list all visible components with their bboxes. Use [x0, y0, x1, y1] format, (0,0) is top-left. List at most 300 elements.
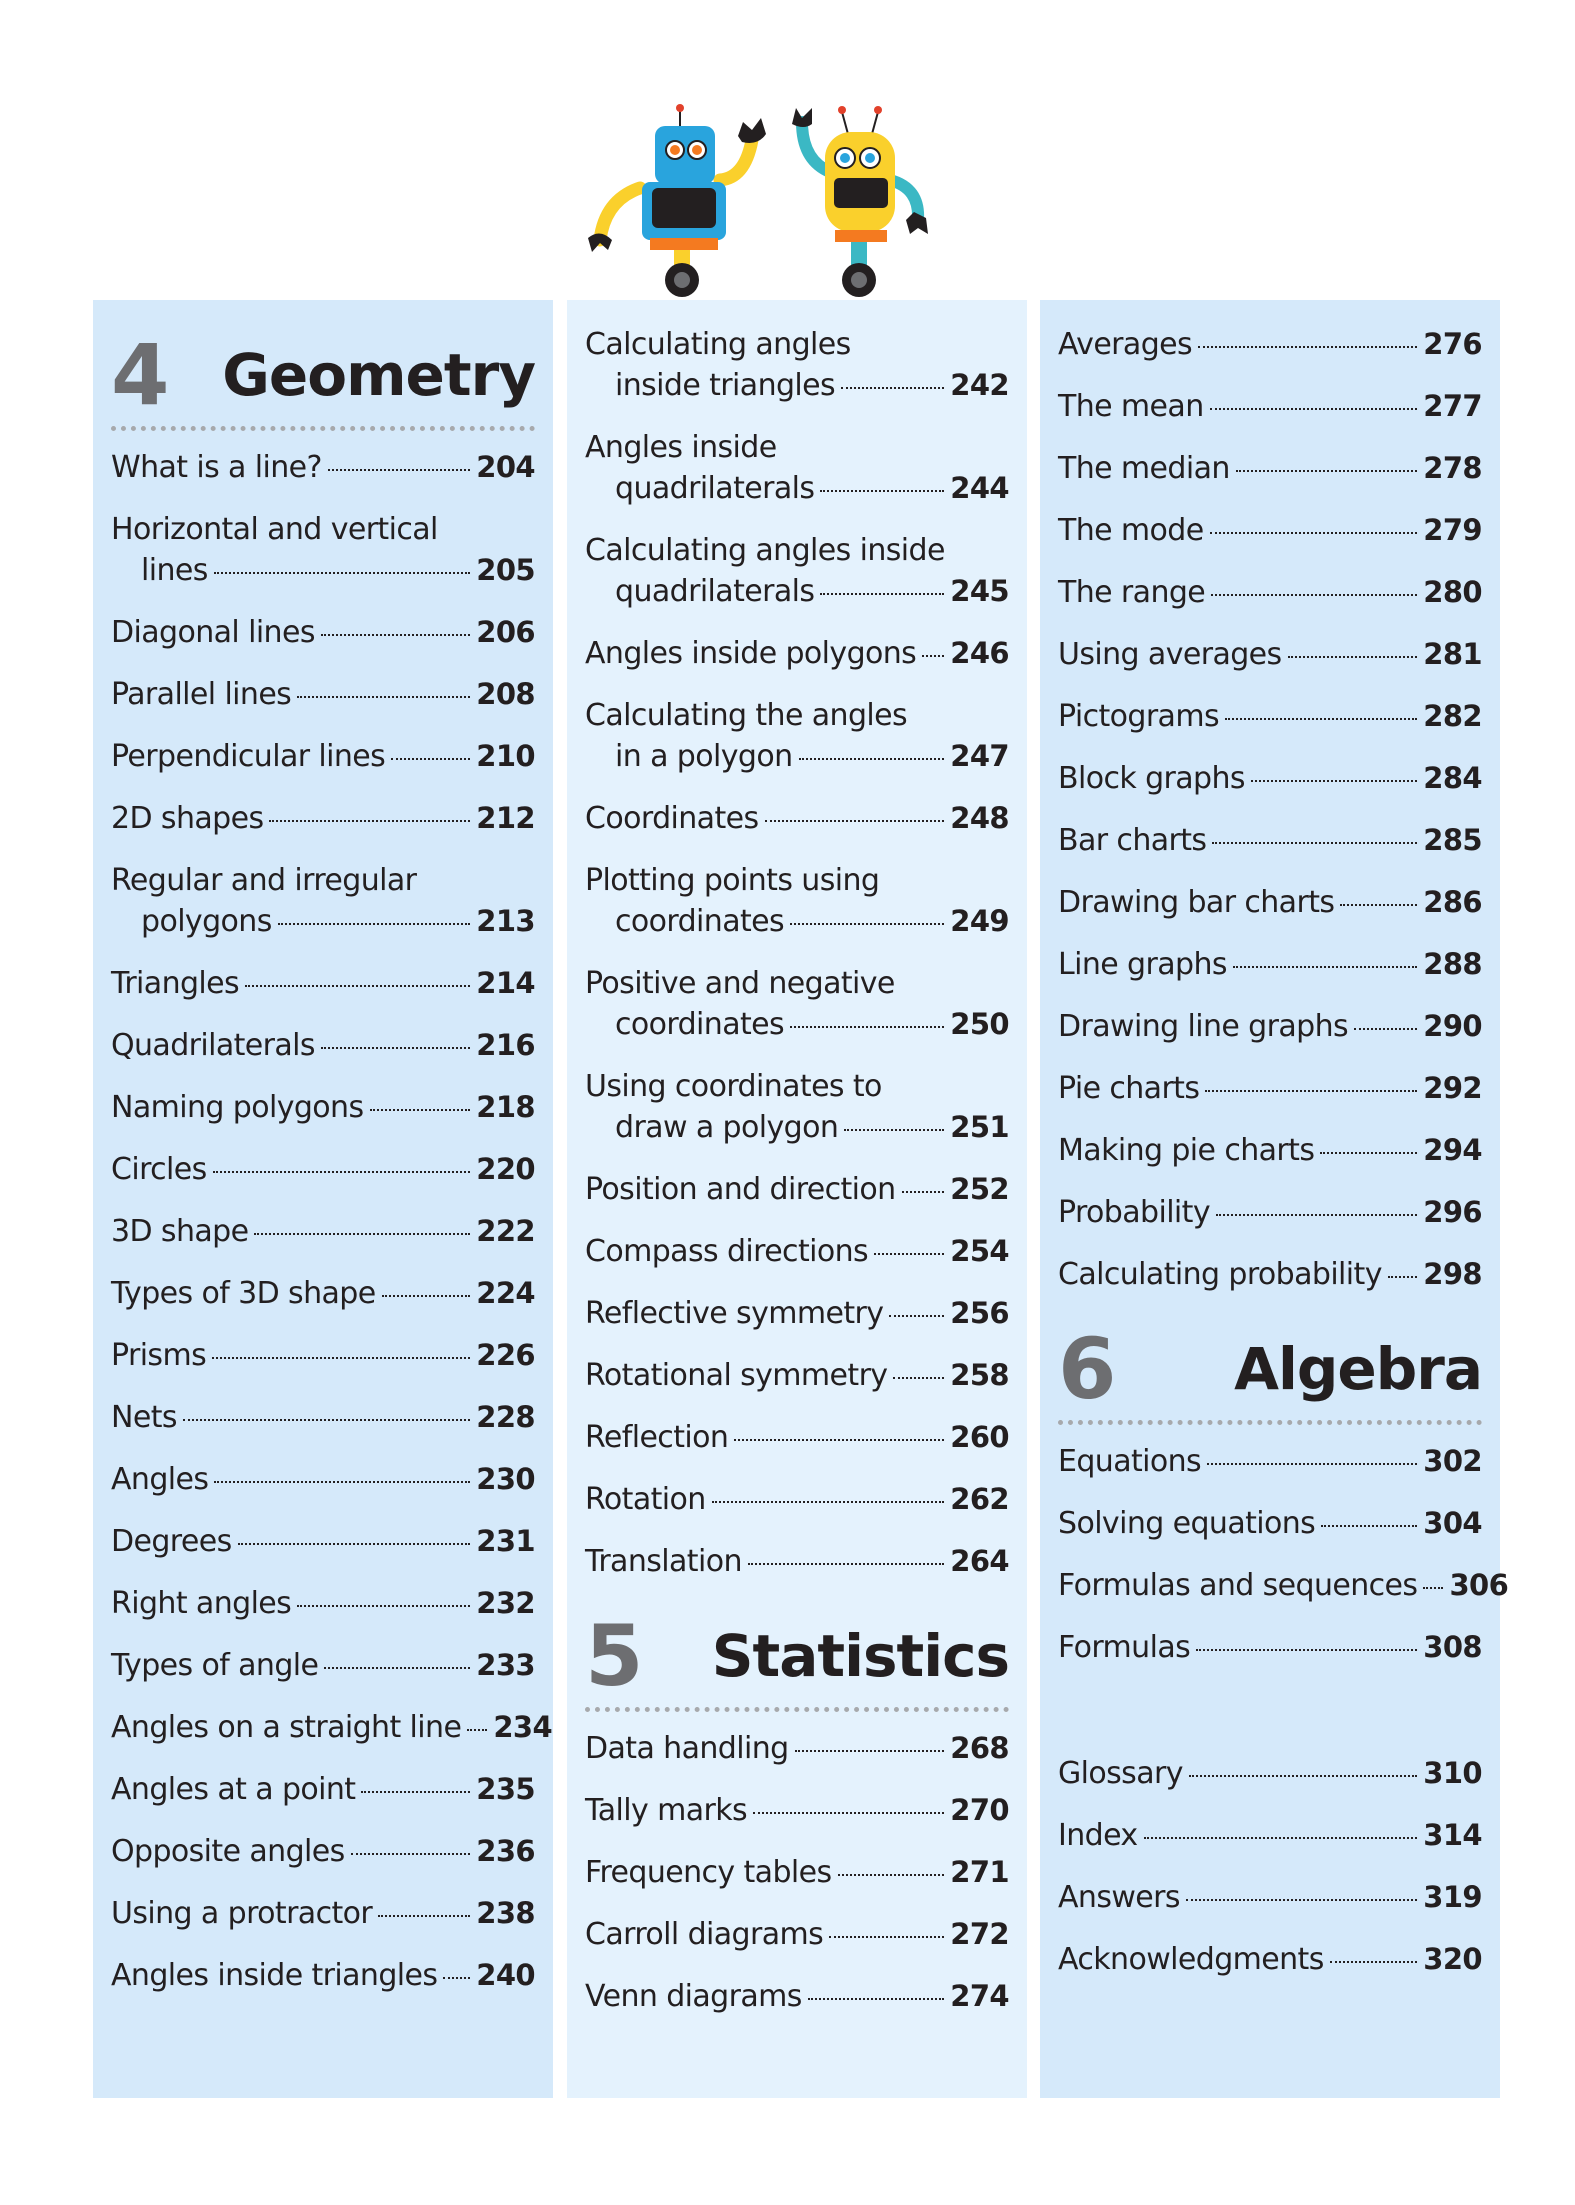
toc-entry-pictograms[interactable]: [1058, 696, 1482, 758]
toc-entry-nets[interactable]: [111, 1397, 535, 1459]
toc-entry-degrees[interactable]: [111, 1521, 535, 1583]
toc-entry-angles-inside-triangles[interactable]: [111, 1955, 535, 2017]
page-number: 271: [950, 1855, 1009, 1889]
entry-title: Translation: [585, 1544, 742, 1579]
entry-title-line2: coordinates: [615, 1007, 785, 1042]
dot-leader: [874, 1253, 944, 1255]
dot-leader: [1320, 1152, 1417, 1154]
dot-leader: [753, 1812, 944, 1814]
dotted-divider: [111, 426, 535, 431]
page-number: 306: [1449, 1568, 1509, 1602]
page-number: 238: [476, 1896, 535, 1930]
page-number: 249: [950, 904, 1009, 938]
toc-entry-quadrilaterals[interactable]: [111, 1025, 535, 1087]
toc-entry-frequency-tables[interactable]: [585, 1852, 1009, 1914]
dot-leader: [213, 1171, 471, 1173]
entry-title: Opposite angles: [111, 1834, 345, 1869]
page-number: 264: [950, 1544, 1009, 1578]
toc-entry-angles-at-a-point[interactable]: [111, 1769, 535, 1831]
dot-leader: [1236, 470, 1417, 472]
section-title: Geometry: [222, 341, 535, 409]
entry-title: 3D shape: [111, 1214, 249, 1249]
toc-entry-formulas-and-sequences[interactable]: [1058, 1565, 1509, 1627]
entry-title: Rotational symmetry: [585, 1358, 888, 1393]
dot-leader: [1210, 532, 1418, 534]
toc-entry-calculating-angles-inside-quadrilaterals[interactable]: [585, 530, 1009, 633]
dot-leader: [1340, 904, 1417, 906]
page-number: 222: [476, 1214, 535, 1248]
entry-title: Circles: [111, 1152, 207, 1187]
dot-leader: [269, 820, 470, 822]
dot-leader: [297, 1605, 470, 1607]
entry-title: What is a line?: [111, 450, 322, 485]
page-number: 281: [1423, 637, 1482, 671]
toc-entry-horizontal-and-vertical-lines[interactable]: [111, 509, 535, 612]
page-number: 233: [476, 1648, 535, 1682]
entry-title: The mode: [1058, 513, 1204, 548]
dot-leader: [370, 1109, 471, 1111]
entry-title: Rotation: [585, 1482, 706, 1517]
toc-entry-types-of-angle[interactable]: [111, 1645, 535, 1707]
toc-entry-venn-diagrams[interactable]: [585, 1976, 1009, 2038]
entry-title: Angles at a point: [111, 1772, 356, 1807]
entry-title: Carroll diagrams: [585, 1917, 824, 1952]
page-number: 268: [950, 1731, 1009, 1765]
page-number: 270: [950, 1793, 1009, 1827]
dot-leader: [889, 1315, 944, 1317]
toc-entry-equations[interactable]: [1058, 1441, 1482, 1503]
entry-title: Right angles: [111, 1586, 292, 1621]
dot-leader: [1189, 1775, 1417, 1777]
entry-title: Angles inside polygons: [585, 636, 917, 671]
page-number: 314: [1423, 1818, 1482, 1852]
toc-entry-parallel-lines[interactable]: [111, 674, 535, 736]
page-number: 256: [950, 1296, 1009, 1330]
toc-entry-right-angles[interactable]: [111, 1583, 535, 1645]
page-number: 286: [1423, 885, 1482, 919]
entry-title: Angles: [111, 1462, 209, 1497]
page-number: 204: [476, 450, 535, 484]
page-number: 218: [476, 1090, 535, 1124]
dot-leader: [922, 655, 944, 657]
toc-entry-making-pie-charts[interactable]: [1058, 1130, 1482, 1192]
toc-entry-perpendicular-lines[interactable]: [111, 736, 535, 798]
entry-title: Position and direction: [585, 1172, 896, 1207]
dot-leader: [1354, 1028, 1417, 1030]
page-number: 247: [950, 739, 1009, 773]
entry-title-line1: Angles inside: [585, 430, 777, 465]
page-number: 232: [476, 1586, 535, 1620]
page-number: 274: [950, 1979, 1009, 2013]
entry-title-line2: lines: [141, 553, 208, 588]
section-number: 6: [1058, 1320, 1117, 1418]
entry-title-line2: quadrilaterals: [615, 574, 815, 609]
page-number: 244: [950, 471, 1009, 505]
page-number: 254: [950, 1234, 1009, 1268]
dot-leader: [1211, 594, 1417, 596]
dot-leader: [1288, 656, 1418, 658]
page-number: 277: [1423, 389, 1482, 423]
entry-title: The range: [1058, 575, 1206, 610]
page-number: 262: [950, 1482, 1009, 1516]
dot-leader: [790, 923, 944, 925]
dot-leader: [902, 1191, 945, 1193]
contents-column-2: [567, 300, 1027, 2098]
toc-entry-angles-inside-polygons[interactable]: [585, 633, 1009, 695]
page-number: 276: [1423, 327, 1482, 361]
page-number: 246: [950, 636, 1009, 670]
section-title: Algebra: [1234, 1335, 1482, 1403]
toc-entry-translation[interactable]: [585, 1541, 1009, 1603]
dot-leader: [1225, 718, 1417, 720]
toc-entry-using-coordinates-to-draw-a-polygon[interactable]: [585, 1066, 1009, 1169]
toc-entry-positive-and-negative-coordinates[interactable]: [585, 963, 1009, 1066]
page-number: 258: [950, 1358, 1009, 1392]
dot-leader: [254, 1233, 470, 1235]
entry-title: Reflection: [585, 1420, 729, 1455]
entry-title: Types of angle: [111, 1648, 319, 1683]
dot-leader: [808, 1998, 944, 2000]
entry-title: Types of 3D shape: [111, 1276, 376, 1311]
dot-leader: [712, 1501, 945, 1503]
blue-robot-icon: [588, 104, 766, 297]
toc-entry-diagonal-lines[interactable]: [111, 612, 535, 674]
page-number: 212: [476, 801, 535, 835]
toc-entry-probability[interactable]: [1058, 1192, 1482, 1254]
entry-title: Acknowledgments: [1058, 1942, 1324, 1977]
dot-leader: [1210, 408, 1418, 410]
toc-entry-the-median[interactable]: [1058, 448, 1482, 510]
entry-title-line1: Calculating the angles: [585, 698, 908, 733]
dotted-divider: [1058, 1420, 1482, 1425]
dot-leader: [820, 593, 944, 595]
entry-title-line2: quadrilaterals: [615, 471, 815, 506]
toc-entry-angles-on-a-straight-line[interactable]: [111, 1707, 553, 1769]
entry-title: Block graphs: [1058, 761, 1245, 796]
dot-leader: [799, 758, 945, 760]
dot-leader: [238, 1543, 471, 1545]
entry-title: Averages: [1058, 327, 1193, 362]
entry-title: 2D shapes: [111, 801, 264, 836]
dot-leader: [734, 1439, 944, 1441]
entry-title: Index: [1058, 1818, 1138, 1853]
entry-title: Bar charts: [1058, 823, 1207, 858]
entry-title-line1: Regular and irregular: [111, 863, 417, 898]
entry-title: Prisms: [111, 1338, 207, 1373]
dot-leader: [1198, 346, 1417, 348]
dot-leader: [321, 1047, 470, 1049]
dot-leader: [1212, 842, 1417, 844]
entry-title-line1: Using coordinates to: [585, 1069, 882, 1104]
entry-title-line2: coordinates: [615, 904, 785, 939]
dot-leader: [278, 923, 471, 925]
page-number: 236: [476, 1834, 535, 1868]
toc-entry-the-range[interactable]: [1058, 572, 1482, 634]
page-number: 284: [1423, 761, 1482, 795]
entry-title: Drawing bar charts: [1058, 885, 1335, 920]
entry-title: Using averages: [1058, 637, 1282, 672]
toc-entry-3d-shape[interactable]: [111, 1211, 535, 1273]
page-number: 230: [476, 1462, 535, 1496]
page-number: 280: [1423, 575, 1482, 609]
page-number: 292: [1423, 1071, 1482, 1105]
toc-entry-tally-marks[interactable]: [585, 1790, 1009, 1852]
yellow-robot-icon: [792, 106, 928, 297]
page-number: 285: [1423, 823, 1482, 857]
entry-title: Answers: [1058, 1880, 1180, 1915]
toc-entry-line-graphs[interactable]: [1058, 944, 1482, 1006]
page-number: 290: [1423, 1009, 1482, 1043]
page-number: 319: [1423, 1880, 1482, 1914]
toc-entry-2d-shapes[interactable]: [111, 798, 535, 860]
entry-title: Using a protractor: [111, 1896, 373, 1931]
page-number: 308: [1423, 1630, 1482, 1664]
entry-title-line2: polygons: [141, 904, 272, 939]
dot-leader: [1330, 1961, 1418, 1963]
entry-title: Equations: [1058, 1444, 1202, 1479]
toc-entry-angles-inside-quadrilaterals[interactable]: [585, 427, 1009, 530]
dot-leader: [328, 469, 470, 471]
toc-entry-acknowledgments[interactable]: [1058, 1939, 1482, 2001]
dot-leader: [378, 1915, 470, 1917]
dot-leader: [212, 1357, 470, 1359]
dot-leader: [183, 1419, 470, 1421]
entry-title: Glossary: [1058, 1756, 1183, 1791]
entry-title: Venn diagrams: [585, 1979, 802, 2014]
entry-title-line2: draw a polygon: [615, 1110, 839, 1145]
dot-leader: [214, 1481, 470, 1483]
dot-leader: [844, 1129, 944, 1131]
dot-leader: [893, 1377, 944, 1379]
toc-entry-rotational-symmetry[interactable]: [585, 1355, 1009, 1417]
dot-leader: [1205, 1090, 1417, 1092]
dot-leader: [1207, 1463, 1417, 1465]
entry-title-line2: in a polygon: [615, 739, 793, 774]
section-header-geometry: [111, 324, 535, 426]
toc-entry-using-averages[interactable]: [1058, 634, 1482, 696]
toc-entry-answers[interactable]: [1058, 1877, 1482, 1939]
toc-entry-triangles[interactable]: [111, 963, 535, 1025]
entry-title: Making pie charts: [1058, 1133, 1315, 1168]
dot-leader: [829, 1936, 944, 1938]
entry-title: Line graphs: [1058, 947, 1227, 982]
toc-entry-bar-charts[interactable]: [1058, 820, 1482, 882]
entry-title: Pie charts: [1058, 1071, 1200, 1106]
toc-entry-prisms[interactable]: [111, 1335, 535, 1397]
page-number: 206: [476, 615, 535, 649]
page-number: 298: [1423, 1257, 1482, 1291]
page-number: 279: [1423, 513, 1482, 547]
toc-entry-position-and-direction[interactable]: [585, 1169, 1009, 1231]
page-number: 320: [1423, 1942, 1482, 1976]
entry-title-line1: Calculating angles inside: [585, 533, 945, 568]
page-number: 278: [1423, 451, 1482, 485]
dot-leader: [841, 387, 944, 389]
entry-title: Coordinates: [585, 801, 759, 836]
dot-leader: [1321, 1525, 1417, 1527]
toc-entry-drawing-bar-charts[interactable]: [1058, 882, 1482, 944]
entry-title-line1: Positive and negative: [585, 966, 895, 1001]
entry-title-line1: Horizontal and vertical: [111, 512, 438, 547]
entry-title: Quadrilaterals: [111, 1028, 315, 1063]
toc-entry-calculating-the-angles-in-a-polygon[interactable]: [585, 695, 1009, 798]
entry-title: The median: [1058, 451, 1230, 486]
toc-entry-circles[interactable]: [111, 1149, 535, 1211]
page-number: 228: [476, 1400, 535, 1434]
page-number: 210: [476, 739, 535, 773]
toc-entry-rotation[interactable]: [585, 1479, 1009, 1541]
toc-entry-compass-directions[interactable]: [585, 1231, 1009, 1293]
entry-title-line2: inside triangles: [615, 368, 836, 403]
page-number: 205: [476, 553, 535, 587]
section-header-statistics: [585, 1605, 1009, 1707]
page-number: 234: [493, 1710, 553, 1744]
entry-title: Frequency tables: [585, 1855, 832, 1890]
toc-entry-naming-polygons[interactable]: [111, 1087, 535, 1149]
entry-title: Nets: [111, 1400, 177, 1435]
page-number: 242: [950, 368, 1009, 402]
page-number: 304: [1423, 1506, 1482, 1540]
section-number: 4: [111, 326, 170, 424]
page-number: 248: [950, 801, 1009, 835]
robots-illustration: [580, 100, 980, 305]
toc-entry-types-of-3d-shape[interactable]: [111, 1273, 535, 1335]
toc-entry-data-handling[interactable]: [585, 1728, 1009, 1790]
toc-entry-reflective-symmetry[interactable]: [585, 1293, 1009, 1355]
entry-title: Formulas and sequences: [1058, 1568, 1418, 1603]
dot-leader: [1144, 1837, 1418, 1839]
toc-entry-the-mean[interactable]: [1058, 386, 1482, 448]
section-number: 5: [585, 1607, 644, 1705]
toc-entry-carroll-diagrams[interactable]: [585, 1914, 1009, 1976]
entry-title: Degrees: [111, 1524, 232, 1559]
toc-entry-drawing-line-graphs[interactable]: [1058, 1006, 1482, 1068]
toc-entry-block-graphs[interactable]: [1058, 758, 1482, 820]
toc-entry-opposite-angles[interactable]: [111, 1831, 535, 1893]
entry-title: Perpendicular lines: [111, 739, 386, 774]
page-number: 245: [950, 574, 1009, 608]
page-number: 272: [950, 1917, 1009, 1951]
toc-entry-solving-equations[interactable]: [1058, 1503, 1482, 1565]
entry-title: Naming polygons: [111, 1090, 364, 1125]
toc-entry-using-a-protractor[interactable]: [111, 1893, 535, 1955]
entry-title: Pictograms: [1058, 699, 1219, 734]
page-number: 296: [1423, 1195, 1482, 1229]
dot-leader: [324, 1667, 470, 1669]
toc-entry-plotting-points-using-coordinates[interactable]: [585, 860, 1009, 963]
dot-leader: [1233, 966, 1417, 968]
page-number: 220: [476, 1152, 535, 1186]
page-number: 282: [1423, 699, 1482, 733]
page-number: 213: [476, 904, 535, 938]
entry-title: Reflective symmetry: [585, 1296, 884, 1331]
toc-entry-coordinates[interactable]: [585, 798, 1009, 860]
contents-column-3: [1040, 300, 1509, 2098]
entry-title: The mean: [1058, 389, 1204, 424]
entry-title-line1: Calculating angles: [585, 327, 851, 362]
entry-title: Tally marks: [585, 1793, 748, 1828]
page-number: 310: [1423, 1756, 1482, 1790]
toc-entry-index[interactable]: [1058, 1815, 1482, 1877]
toc-entry-the-mode[interactable]: [1058, 510, 1482, 572]
entry-title: Angles on a straight line: [111, 1710, 462, 1745]
page-number: 302: [1423, 1444, 1482, 1478]
dot-leader: [297, 696, 470, 698]
dot-leader: [1251, 780, 1417, 782]
dot-leader: [795, 1750, 945, 1752]
page-number: 216: [476, 1028, 535, 1062]
section-header-algebra: [1058, 1318, 1482, 1420]
page-number: 208: [476, 677, 535, 711]
toc-entry-calculating-probability[interactable]: [1058, 1254, 1482, 1316]
dot-leader: [1216, 1214, 1417, 1216]
dot-leader: [1186, 1899, 1417, 1901]
dot-leader: [1423, 1587, 1443, 1589]
page-number: 224: [476, 1276, 535, 1310]
page-number: 252: [950, 1172, 1009, 1206]
contents-column-1: [93, 300, 553, 2098]
dotted-divider: [585, 1707, 1009, 1712]
page-number: 288: [1423, 947, 1482, 981]
dot-leader: [1388, 1276, 1417, 1278]
dot-leader: [748, 1563, 944, 1565]
entry-title: Formulas: [1058, 1630, 1191, 1665]
dot-leader: [838, 1874, 945, 1876]
dot-leader: [1196, 1649, 1417, 1651]
page-number: 251: [950, 1110, 1009, 1144]
dot-leader: [245, 985, 470, 987]
page-number: 214: [476, 966, 535, 1000]
dot-leader: [790, 1026, 944, 1028]
entry-title: Data handling: [585, 1731, 789, 1766]
toc-entry-averages[interactable]: [1058, 324, 1482, 386]
dot-leader: [361, 1791, 470, 1793]
toc-entry-formulas[interactable]: [1058, 1627, 1482, 1689]
toc-entry-glossary[interactable]: [1058, 1753, 1482, 1815]
dot-leader: [467, 1729, 487, 1731]
page-number: 235: [476, 1772, 535, 1806]
entry-title: Drawing line graphs: [1058, 1009, 1349, 1044]
dot-leader: [321, 634, 470, 636]
dot-leader: [391, 758, 470, 760]
entry-title: Angles inside triangles: [111, 1958, 438, 1993]
entry-title-line1: Plotting points using: [585, 863, 880, 898]
dot-leader: [820, 490, 944, 492]
toc-entry-pie-charts[interactable]: [1058, 1068, 1482, 1130]
entry-title: Solving equations: [1058, 1506, 1316, 1541]
page-number: 240: [476, 1958, 535, 1992]
dot-leader: [443, 1977, 470, 1979]
toc-entry-angles[interactable]: [111, 1459, 535, 1521]
entry-title: Compass directions: [585, 1234, 869, 1269]
dot-leader: [382, 1295, 471, 1297]
page-number: 250: [950, 1007, 1009, 1041]
page-number: 260: [950, 1420, 1009, 1454]
page-number: 231: [476, 1524, 535, 1558]
toc-entry-calculating-angles-inside-triangles[interactable]: [585, 324, 1009, 427]
section-title: Statistics: [711, 1622, 1009, 1690]
dot-leader: [214, 572, 470, 574]
toc-entry-what-is-a-line[interactable]: [111, 447, 535, 509]
toc-entry-regular-and-irregular-polygons[interactable]: [111, 860, 535, 963]
page-number: 294: [1423, 1133, 1482, 1167]
dot-leader: [765, 820, 945, 822]
entry-title: Diagonal lines: [111, 615, 315, 650]
entry-title: Calculating probability: [1058, 1257, 1382, 1292]
entry-title: Probability: [1058, 1195, 1210, 1230]
entry-title: Parallel lines: [111, 677, 292, 712]
toc-entry-reflection[interactable]: [585, 1417, 1009, 1479]
